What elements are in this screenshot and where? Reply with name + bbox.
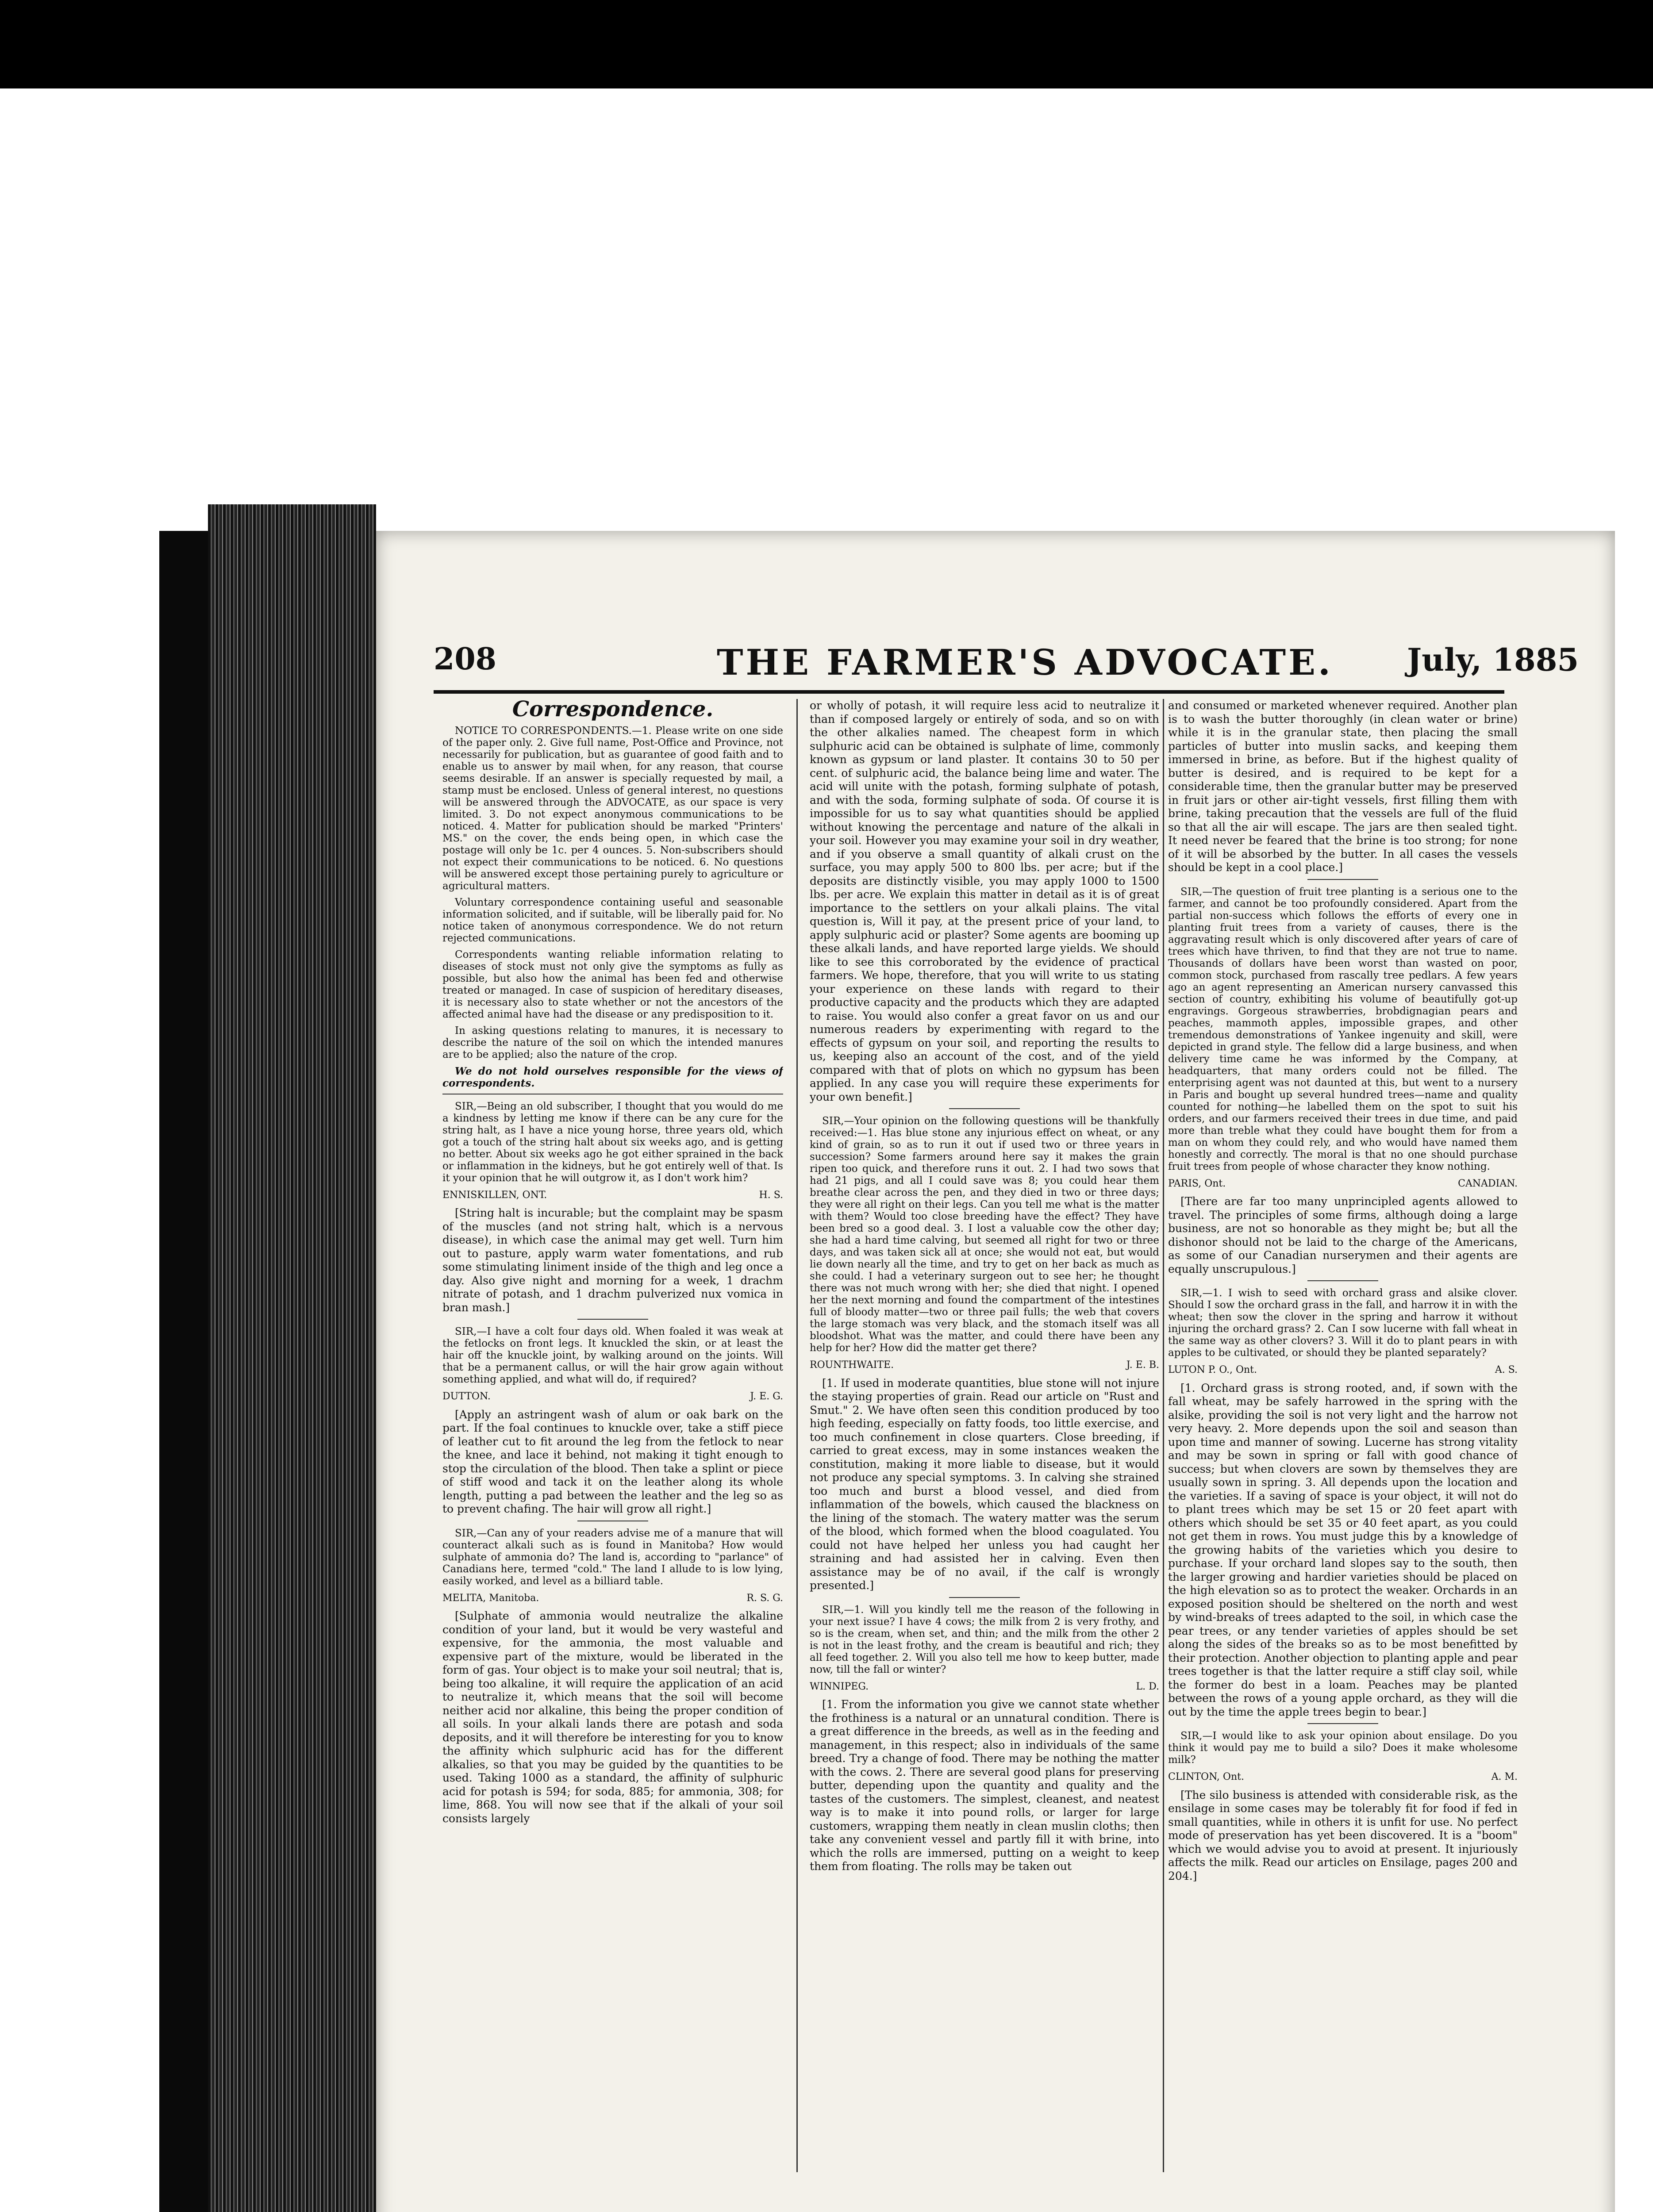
notice-paragraph: NOTICE TO CORRESPONDENTS.—1. Please write on one side of the paper only. 2. Give full name, Post-Office and Province, not necessarily for publication, but as guarantee of good faith and to enable us to answer by mail when, for any reason, that course seems desirable. If an answer is specially requested by mail, a stamp must be enclosed. Unless of general interest, no questions will be answered through the ADVOCATE, as our space is very limited. 3. Do not expect anonymous communications to be noticed. 4. Matter for publication should be marked "Printers' MS." on the cover, the ends being open, in which case the postage will only be 1c. per 4 ounces. 5. Non-subscribers should not expect their communications to be noticed. 6. No questions will be answered except those pertaining purely to agriculture or agricultural matters. bbox=[442, 725, 783, 892]
column-2 bbox=[810, 699, 1159, 2150]
signature-line bbox=[442, 1390, 783, 1404]
separator bbox=[1307, 1280, 1378, 1281]
voluntary-paragraph: Voluntary correspondence containing useful and seasonable information solicited, and if suitable, will be liberally paid for. No notice taken of anonymous correspondence. We do not return rejected communications. bbox=[442, 896, 783, 944]
column-divider bbox=[1163, 699, 1164, 2172]
answer-continued: or wholly of potash, it will require less acid to neutralize it than if composed largely or entirely of soda, and so on with the other alkalies named. The cheapest form in which sulphuric acid can be obtained is sulphate of lime, commonly known as gypsum or land plaster. It contains 30 to 50 per cent. of sulphuric acid, the balance being lime and water. The acid will unite with the potash, forming sulphate of potash, and with the soda, forming sulphate of soda. Of course it is impossible for us to say what quantities should be applied without knowing the percentage and nature of the alkali in your soil. However you may examine your soil in dry weather, and if you observe a small quantity of alkali crust on the surface, you may apply 500 to 800 lbs. per acre; but if the deposits are distinctly visible, you may apply 1000 to 1500 lbs. per acre. We explain this matter in detail as it is of great importance to the settlers on your alkali plains. The vital question is, Will it pay, at the present price of your land, to apply sulphuric acid or plaster? Some agents are booming up these alkali lands, and have reported large yields. We should like to see this corroborated by the evidence of practical farmers. We hope, therefore, that you will write to us stating your experience on these lands with regard to their productive capacity and the products which they are adapted to raise. You would also confer a great favor on us and our numerous readers by experimenting with regard to the effects of gypsum on your soil, and reporting the results to us, keeping also an account of the cost, and of the yield compared with that of plots on which no gypsum has been applied. In any case you will require these experiments for your own benefit.] bbox=[810, 699, 1159, 1103]
letter: SIR,—Can any of your readers advise me of a manure that will counteract alkali such as is found in Manitoba? How would sulphate of ammonia do? The land is, according to "parlance" of Canadians here, termed "cold." The land I allude to is low lying, easily worked, and level as a billiard table. bbox=[442, 1527, 783, 1587]
signature-line bbox=[1168, 1770, 1518, 1784]
answer-continued: and consumed or marketed whenever required. Another plan is to wash the butter thoroughly (in clean water or brine) while it is in the granular state, then placing the small particles of butter into muslin sacks, and keeping them immersed in brine, as before. But if the highest quality of butter is desired, and is required to be kept for a considerable time, then the granular butter may be preserved in fruit jars or other air-tight vessels, first filling them with brine, taking precaution that the vessels are full of the fluid so that all the air will escape. The jars are then sealed tight. It need never be feared that the brine is too strong; for none of it will be absorbed by the butter. In all cases the vessels should be kept in a cool place.] bbox=[1168, 699, 1518, 874]
letter-signature: CANADIAN. bbox=[1458, 1178, 1518, 1189]
separator bbox=[949, 1108, 1020, 1109]
letter-signature: A. M. bbox=[1491, 1771, 1518, 1782]
signature-line bbox=[442, 1189, 783, 1202]
masthead-title: THE FARMER'S ADVOCATE. bbox=[717, 641, 1333, 683]
letter: SIR,—The question of fruit tree planting is a serious one to the farmer, and cannot be too profoundly considered. Apart from the partial non-success which follows the efforts of every one in planting fruit trees from a variety of causes, there is the aggravating result which is only discovered after years of care of trees which have thriven, to find that they are not true to name. Thousands of dollars have been worst than wasted on poor, common stock, purchased from rascally tree pedlars. A few years ago an agent representing an American nursery canvassed this section of country, exhibiting his volume of beautifully got-up engravings. Gorgeous strawberries, brobdignagian pears and peaches, mammoth apples, impossible grapes, and other tremendous demonstrations of Yankee ingenuity and skill, were depicted in grand style. The fellow did a large business, and when delivery time came he was informed by the Company, at headquarters, that many orders could not be filled. The enterprising agent was not daunted at this, but went to a nursery in Paris and bought up several hundred trees—name and quality counted for nothing—he labelled them on the spot to suit his orders, and our farmers received their trees in due time, and paid more than treble what they could have bought them for from a man on whom they could rely, and who would have named them honestly and correctly. The moral is that no one should purchase fruit trees from people of whose character they know nothing. bbox=[1168, 886, 1518, 1172]
diseases-paragraph: Correspondents wanting reliable information relating to diseases of stock must not only give the symptoms as fully as possible, but also how the animal has been fed and otherwise treated or managed. In case of suspicion of hereditary diseases, it is necessary also to state whether or not the ancestors of the affected animal have had the disease or any predisposition to it. bbox=[442, 949, 783, 1020]
issue-date: July, 1885 bbox=[1407, 641, 1579, 678]
separator bbox=[1307, 879, 1378, 880]
column-3 bbox=[1168, 699, 1518, 2150]
answer: [The silo business is attended with considerable risk, as the ensilage in some cases may be tolerably fit for food if fed in small quantities, while in others it is unfit for use. No perfect mode of preservation has yet been discovered. It is a "boom" which we would advise you to avoid at present. It injuriously affects the milk. Read our articles on Ensilage, pages 200 and 204.] bbox=[1168, 1788, 1518, 1882]
letter-place: LUTON P. O., Ont. bbox=[1168, 1364, 1257, 1375]
letter: SIR,—1. Will you kindly tell me the reason of the following in your next issue? I have 4 cows; the milk from 2 is very frothy, and so is the cream, when set, and thin; and the milk from the other 2 is not in the least frothy, and the cream is beautiful and rich; they all feed together. 2. Will you also tell me how to keep butter, made now, till the fall or winter? bbox=[810, 1604, 1159, 1675]
signature-line bbox=[1168, 1363, 1518, 1377]
column-divider bbox=[796, 699, 798, 2172]
answer: [1. Orchard grass is strong rooted, and, if sown with the fall wheat, may be safely harrowed in the spring with the alsike, providing the soil is not very light and the harrow not very heavy. 2. More depends upon the soil and season than upon time and manner of sowing. Lucerne has strong vitality and may be sown in spring or fall with good chance of success; but when clovers are sown by themselves they are usually sown in spring. 3. All depends upon the location and the varieties. If a saving of space is your object, it will not do to plant trees which may be set 15 or 20 feet apart with others which should be set 35 or 40 feet apart, as you could not get them in rows. You must judge this by a knowledge of the growing habits of the varieties which you desire to purchase. If your orchard land slopes say to the south, then the larger growing and hardier varieties should be placed on the high elevation so as to protect the weaker. Orchards in an exposed position should be sheltered on the north and west by wind-breaks of trees adapted to the soil, in which case the pear trees, or any tender varieties of apples should be set along the sides of the breaks so as to be most benefitted by their protection. Another objection to planting apple and pear trees together is that the latter require a stiff clay soil, while the former do best in a loam. Peaches may be planted between the rows of a young apple orchard, as they will die out by the time the apple trees begin to bear.] bbox=[1168, 1381, 1518, 1718]
letter-place: PARIS, Ont. bbox=[1168, 1178, 1226, 1189]
book-page-edges bbox=[208, 504, 376, 2212]
letter-signature: L. D. bbox=[1136, 1681, 1159, 1692]
scan-background-top bbox=[0, 88, 1653, 535]
answer: [String halt is incurable; but the complaint may be spasm of the muscles (and not string halt, which is a nervous disease), in which case the animal may get well. Turn him out to pasture, apply warm water fomentations, and rub some stimulating liniment inside of the thigh and leg once a day. Also give night and morning for a week, 1 drachm nitrate of potash, and 1 drachm pulverized nux vomica in bran mash.] bbox=[442, 1206, 783, 1314]
letter: SIR,—Your opinion on the following questions will be thankfully received:—1. Has blue stone any injurious effect on wheat, or any kind of grain, so as to run it out if used two or three years in succession? Some farmers around here say it makes the grain ripen too quick, and therefore runs it out. 2. I had two sows that had 21 pigs, and all I could save was 8; you could hear them breathe clear across the pen, and they died in two or three days; they were all right on their legs. Can you tell me what is the matter with them? Would too close breeding have the effect? They have been bred so a good deal. 3. I lost a valuable cow the other day; she had a hard time calving, but seemed all right for two or three days, and was taken sick all at once; she would not eat, but would lie down nearly all the time, and try to get on her back as much as she could. I had a veterinary surgeon out to see her; he thought there was not much wrong with her; she died that night. I opened her the next morning and found the compartment of the intestines full of bloody matter—two or three pail fulls; the web that covers the large stomach was very black, and the stomach itself was all bloodshot. What was the matter, and could there have been any help for her? How did the matter get there? bbox=[810, 1115, 1159, 1354]
letter: SIR,—I have a colt four days old. When foaled it was weak at the fetlocks on front legs. It knuckled the skin, or at least the hair off the knuckle joint, by walking around on the joints. Will that be a permanent callus, or will the hair grow again without something applied, and what will do, if required? bbox=[442, 1326, 783, 1385]
letter-place: ENNISKILLEN, ONT. bbox=[442, 1189, 547, 1201]
letter-signature: J. E. G. bbox=[750, 1391, 783, 1402]
book-shadow bbox=[159, 531, 208, 2212]
signature-line bbox=[442, 1592, 783, 1605]
scan-background-left bbox=[0, 535, 159, 2212]
manures-paragraph: In asking questions relating to manures, it is necessary to describe the nature of the soil on which the intended manures are to be applied; also the nature of the crop. bbox=[442, 1025, 783, 1060]
letter-place: WINNIPEG. bbox=[810, 1681, 869, 1692]
column-1 bbox=[442, 699, 783, 2181]
answer: [There are far too many unprincipled agents allowed to travel. The principles of some firms, although doing a large business, are not so honorable as they might be; but all the dishonor should not be laid to the charge of the Americans, as some of our Canadian nurserymen and their agents are equally unscrupulous.] bbox=[1168, 1195, 1518, 1275]
answer: [Apply an astringent wash of alum or oak bark on the part. If the foal continues to knuckle over, take a stiff piece of leather cut to fit around the leg from the fetlock to near the knee, and lace it behind, not making it tight enough to stop the circulation of the blood. Then take a splint or piece of stiff wood and tack it on the leather along its whole length, putting a pad between the leather and the leg so as to prevent chafing. The hair will grow all right.] bbox=[442, 1408, 783, 1515]
letter-signature: R. S. G. bbox=[746, 1592, 783, 1604]
letter-place: MELITA, Manitoba. bbox=[442, 1592, 539, 1604]
disclaimer: We do not hold ourselves responsible for the views of correspondents. bbox=[442, 1065, 783, 1089]
signature-line bbox=[810, 1680, 1159, 1694]
letter-signature: J. E. B. bbox=[1126, 1359, 1159, 1371]
section-heading: Correspondence. bbox=[512, 699, 714, 722]
letter-signature: A. S. bbox=[1495, 1364, 1518, 1375]
letter: SIR,—I would like to ask your opinion about ensilage. Do you think it would pay me to build a silo? Does it make wholesome milk? bbox=[1168, 1730, 1518, 1766]
signature-line bbox=[810, 1359, 1159, 1372]
signature-line bbox=[1168, 1177, 1518, 1191]
answer: [Sulphate of ammonia would neutralize the alkaline condition of your land, but it would be very wasteful and expensive, for the ammonia, the most valuable and expensive part of the mixture, would be liberated in the form of gas. Your object is to make your soil neutral; that is, being too alkaline, it will require the application of an acid to neutralize it, which means that the soil will become neither acid nor alkaline, this being the proper condition of all soils. In your alkali lands there are potash and soda deposits, and it will therefore be interesting for you to know the affinity which sulphuric acid has for the different alkalies, so that you may be guided by the quantities to be used. Taking 1000 as a standard, the affinity of sulphuric acid for potash is 594; for soda, 885; for ammonia, 308; for lime, 868. You will now see that if the alkali of your soil consists largely bbox=[442, 1609, 783, 1825]
separator bbox=[1307, 1723, 1378, 1724]
letter: SIR,—1. I wish to seed with orchard grass and alsike clover. Should I sow the orchard grass in the fall, and harrow it in with the wheat; then sow the clover in the spring and harrow it without injuring the orchard grass? 2. Can I sow lucerne with fall wheat in the same way as other clovers? 3. Will it do to plant pears in with apples to be cultivated, or should they be planted separately? bbox=[1168, 1287, 1518, 1359]
letter-place: DUTTON. bbox=[442, 1391, 491, 1402]
scan-background-right bbox=[1615, 535, 1653, 2212]
letter: SIR,—Being an old subscriber, I thought that you would do me a kindness by letting me know if there can be any cure for the string halt, as I have a nice young horse, three years old, which got a touch of the string halt about six weeks ago, and is getting no better. About six weeks ago he got either sprained in the back or inflammation in the kidneys, but he got entirely well of that. Is it your opinion that he will outgrow it, as I don't work him? bbox=[442, 1100, 783, 1184]
separator bbox=[577, 1319, 648, 1320]
header-rule bbox=[434, 690, 1504, 694]
answer: [1. From the information you give we cannot state whether the frothiness is a natural or an unnatural condition. There is a great difference in the breeds, as well as in the feeding and management, in this respect; also in individuals of the same breed. Try a change of food. There may be nothing the matter with the cows. 2. There are several good plans for preserving butter, depending upon the quantity and quality and the tastes of the customers. The simplest, cleanest, and neatest way is to make it into pound rolls, or larger for large customers, wrapping them neatly in clean muslin cloths; then take any convenient vessel and partly fill it with brine, into which the rolls are immersed, putting on a weight to keep them from floating. The rolls may be taken out bbox=[810, 1698, 1159, 1873]
letter-signature: H. S. bbox=[759, 1189, 783, 1201]
letter-place: ROUNTHWAITE. bbox=[810, 1359, 894, 1371]
letter-place: CLINTON, Ont. bbox=[1168, 1771, 1244, 1782]
separator bbox=[949, 1597, 1020, 1598]
answer: [1. If used in moderate quantities, blue stone will not injure the staying properties of grain. Read our article on "Rust and Smut." 2. We have often seen this condition produced by too high feeding, especially on fatty foods, too little exercise, and too much confinement in close quarters. Close breeding, if carried to great excess, may in some instances weaken the constitution, making it more liable to disease, but it would not produce any special symptoms. 3. In calving she strained too much and burst a blood vessel, and died from inflammation of the bowels, which caused the blackness on the lining of the stomach. The watery matter was the serum of the blood, which formed when the blood coagulated. You could not have helped her unless you had caught her straining and had assisted her in calving. Even then assistance may be of no avail, if the calf is wrongly presented.] bbox=[810, 1376, 1159, 1592]
page-number: 208 bbox=[434, 641, 496, 677]
